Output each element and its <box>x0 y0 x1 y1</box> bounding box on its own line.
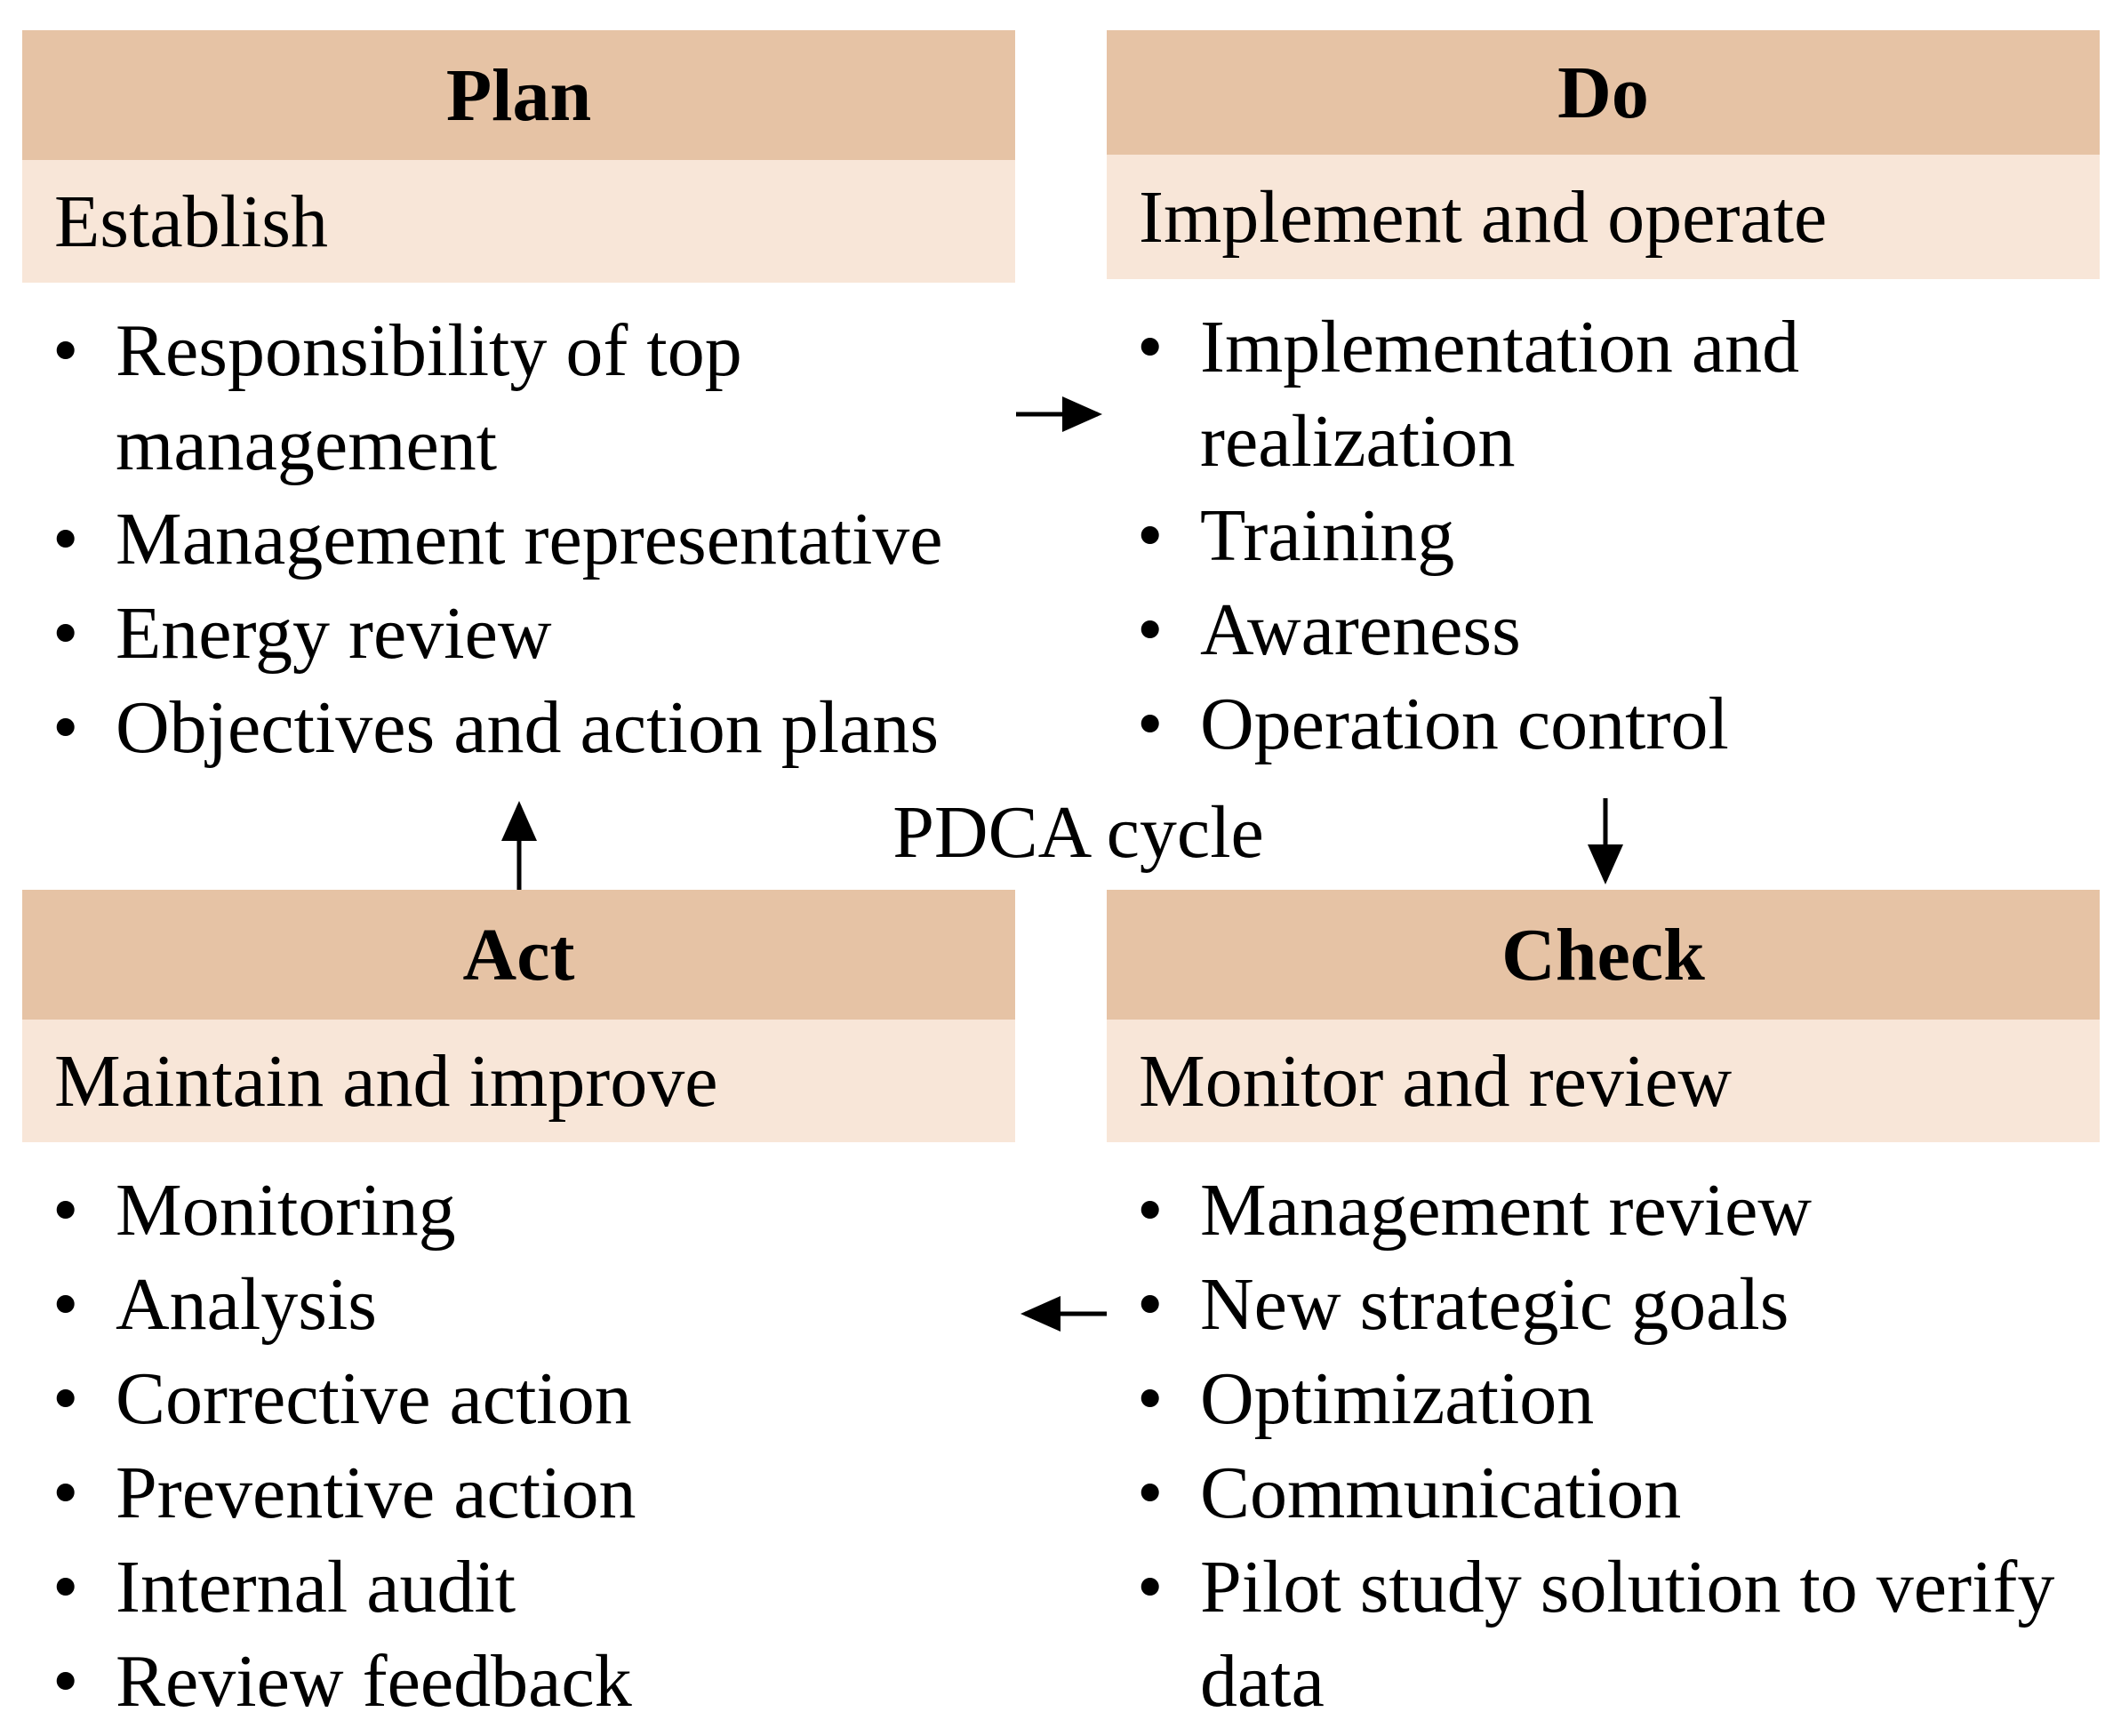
list-item: • Objectives and action plans <box>22 681 1015 775</box>
list-item: • New strategic goals <box>1107 1258 2100 1352</box>
act-subtitle: Maintain and improve <box>22 1020 1015 1142</box>
list-item: • Communication <box>1107 1446 2100 1540</box>
pdca-cycle-label: PDCA cycle <box>892 790 1264 874</box>
list-item: • Monitoring <box>22 1164 1015 1258</box>
list-item: • Internal audit <box>22 1540 1015 1635</box>
check-subtitle: Monitor and review <box>1107 1020 2100 1142</box>
list-item: • Management representative <box>22 492 1015 587</box>
check-header: Check <box>1107 890 2100 1020</box>
list-item: • Energy review <box>22 587 1015 681</box>
list-item: • Management review <box>1107 1164 2100 1258</box>
list-item: • Preventive action <box>22 1446 1015 1540</box>
list-item: • Pilot study solution to verify data <box>1107 1540 2100 1729</box>
do-header: Do <box>1107 30 2100 155</box>
list-item: • Operation control <box>1107 677 2100 772</box>
plan-header: Plan <box>22 30 1015 160</box>
list-item: • Awareness <box>1107 583 2100 677</box>
list-item: • Review feedback <box>22 1635 1015 1729</box>
list-item: • Corrective action <box>22 1352 1015 1446</box>
do-subtitle: Implement and operate <box>1107 155 2100 279</box>
list-item: • Responsibility of top management <box>22 304 1015 492</box>
list-item: • Training <box>1107 489 2100 583</box>
list-item: • Implementation and realization <box>1107 300 2100 489</box>
plan-subtitle: Establish <box>22 160 1015 283</box>
list-item: • Analysis <box>22 1258 1015 1352</box>
act-header: Act <box>22 890 1015 1020</box>
list-item: • Optimization <box>1107 1352 2100 1446</box>
